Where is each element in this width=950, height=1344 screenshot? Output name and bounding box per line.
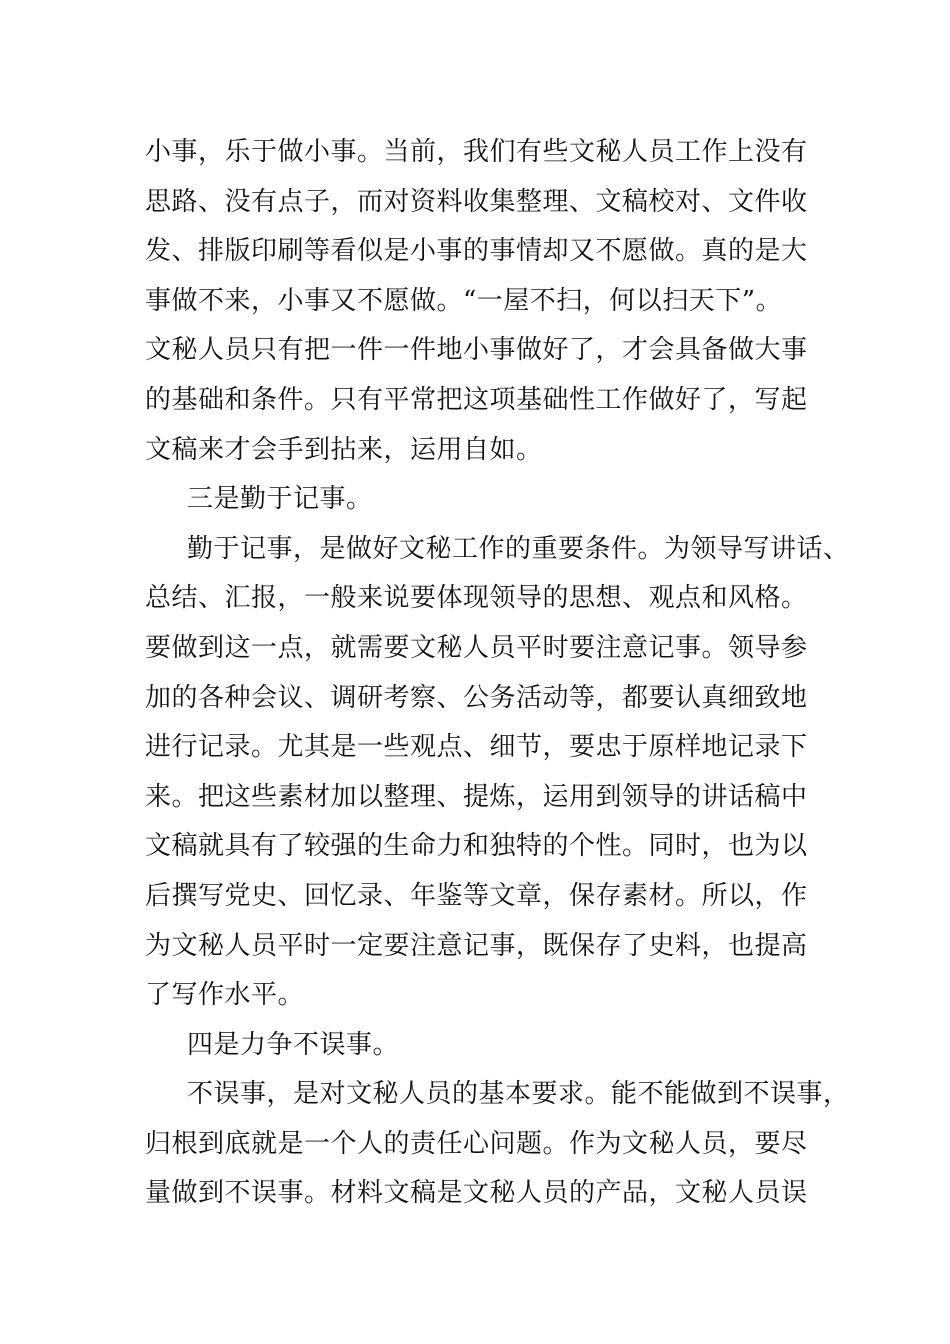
text-line: 量做到不误事。材料文稿是文秘人员的产品，文秘人员误 xyxy=(145,1178,808,1209)
text-line: 总结、汇报，一般来说要体现领导的思想、观点和风格。 xyxy=(145,583,808,614)
section-heading: 三是勤于记事。 xyxy=(187,484,373,515)
text-line: 了写作水平。 xyxy=(145,980,305,1011)
text-line: 后撰写党史、回忆录、年鉴等文章，保存素材。所以，作 xyxy=(145,880,808,911)
text-line: 文稿来才会手到拈来，运用自如。 xyxy=(145,434,543,465)
text-line: 事做不来，小事又不愿做。“一屋不扫，何以扫天下”。 xyxy=(145,285,783,316)
document-body xyxy=(145,128,850,1219)
text-line: 勤于记事，是做好文秘工作的重要条件。为领导写讲话、 xyxy=(187,533,850,564)
text-line: 进行记录。尤其是一些观点、细节，要忠于原样地记录下 xyxy=(145,732,808,763)
text-line: 思路、没有点子，而对资料收集整理、文稿校对、文件收 xyxy=(145,186,808,217)
text-line: 归根到底就是一个人的责任心问题。作为文秘人员，要尽 xyxy=(145,1128,808,1159)
text-line: 的基础和条件。只有平常把这项基础性工作做好了，写起 xyxy=(145,384,808,415)
text-line: 为文秘人员平时一定要注意记事，既保存了史料，也提高 xyxy=(145,930,808,961)
text-line: 文稿就具有了较强的生命力和独特的个性。同时，也为以 xyxy=(145,831,808,862)
text-line: 加的各种会议、调研考察、公务活动等，都要认真细致地 xyxy=(145,682,808,713)
section-heading: 四是力争不误事。 xyxy=(187,1029,400,1060)
text-line: 发、排版印刷等看似是小事的事情却又不愿做。真的是大 xyxy=(145,236,808,267)
text-line: 要做到这一点，就需要文秘人员平时要注意记事。领导参 xyxy=(145,632,808,663)
text-line: 来。把这些素材加以整理、提炼，运用到领导的讲话稿中 xyxy=(145,781,808,812)
text-line: 不误事，是对文秘人员的基本要求。能不能做到不误事， xyxy=(187,1079,850,1110)
text-line: 文秘人员只有把一件一件地小事做好了，才会具备做大事 xyxy=(145,335,808,366)
text-line: 小事，乐于做小事。当前，我们有些文秘人员工作上没有 xyxy=(145,137,808,167)
